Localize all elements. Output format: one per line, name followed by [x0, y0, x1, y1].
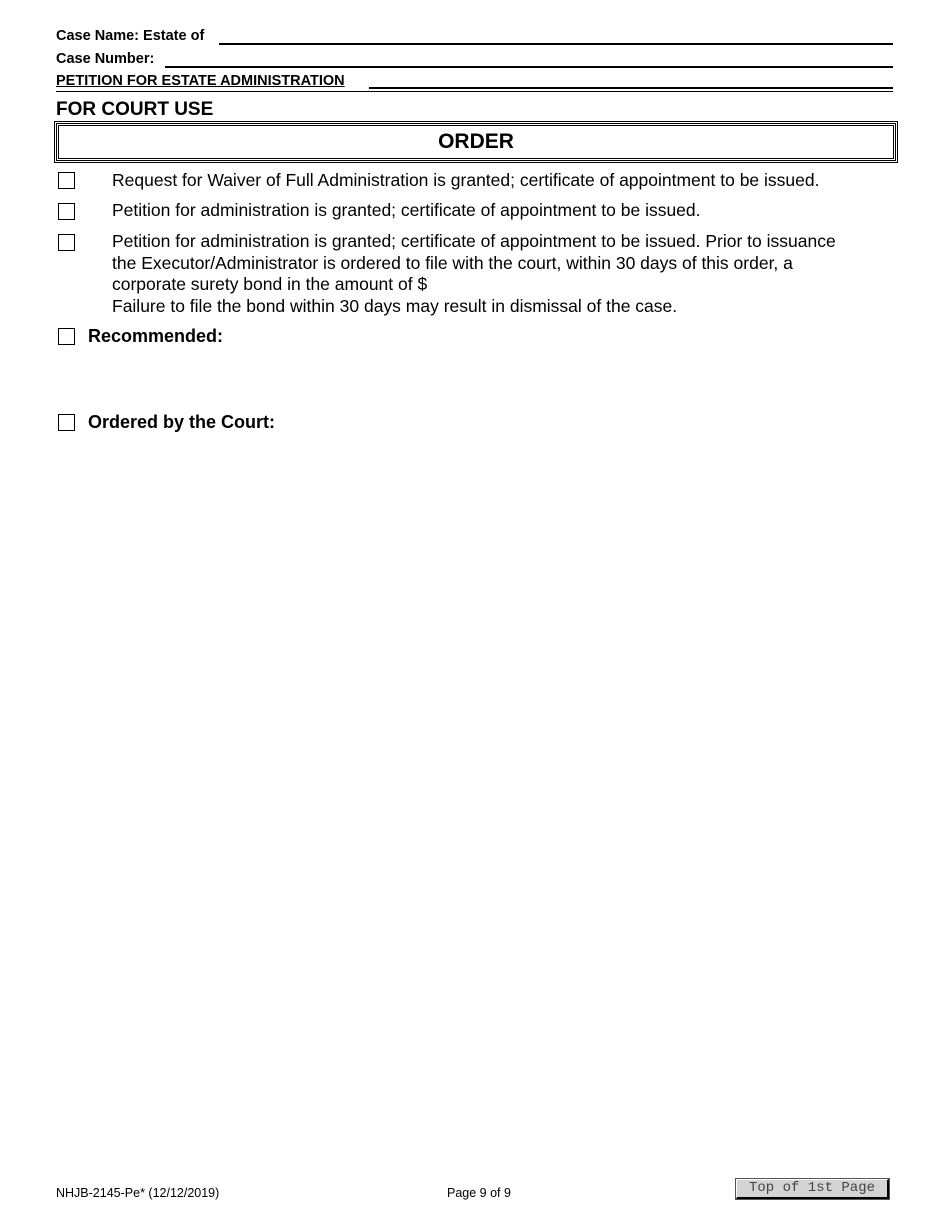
form-title-rule-lower [56, 91, 893, 92]
recommended-checkbox[interactable] [58, 328, 75, 345]
form-title: PETITION FOR ESTATE ADMINISTRATION [56, 73, 345, 89]
case-name-label: Case Name: Estate of [56, 28, 205, 44]
option-text: corporate surety bond in the amount of $ [112, 274, 428, 294]
order-title: ORDER [438, 130, 514, 153]
administration-with-bond-checkbox[interactable] [58, 234, 75, 251]
page-number: Page 9 of 9 [447, 1186, 511, 1200]
option-text: Request for Waiver of Full Administration is granted; certificate of appointment to be issued. [112, 170, 820, 190]
section-label: FOR COURT USE [56, 99, 214, 120]
option-text: Petition for administration is granted; certificate of appointment to be issued. [112, 200, 701, 220]
waiver-granted-checkbox[interactable] [58, 172, 75, 189]
option-text: the Executor/Administrator is ordered to file with the court, within 30 days of this order, a [112, 252, 793, 273]
option-text: Petition for administration is granted; certificate of appointment to be issued. Prior to issuance [112, 231, 836, 251]
case-number-label: Case Number: [56, 51, 155, 67]
option-text: Failure to file the bond within 30 days may result in dismissal of the case. [112, 295, 678, 316]
form-id: NHJB-2145-Pe* (12/12/2019) [56, 1186, 220, 1200]
form-title-rule [369, 87, 893, 89]
administration-granted-checkbox[interactable] [58, 203, 75, 220]
top-of-first-page-button[interactable]: Top of 1st Page [736, 1179, 889, 1199]
recommended-label: Recommended: [88, 326, 224, 346]
case-name-field[interactable] [219, 43, 893, 45]
ordered-by-court-label: Ordered by the Court: [88, 412, 276, 432]
order-header-box [54, 121, 898, 163]
case-number-field[interactable] [165, 66, 893, 68]
ordered-by-court-checkbox[interactable] [58, 414, 75, 431]
